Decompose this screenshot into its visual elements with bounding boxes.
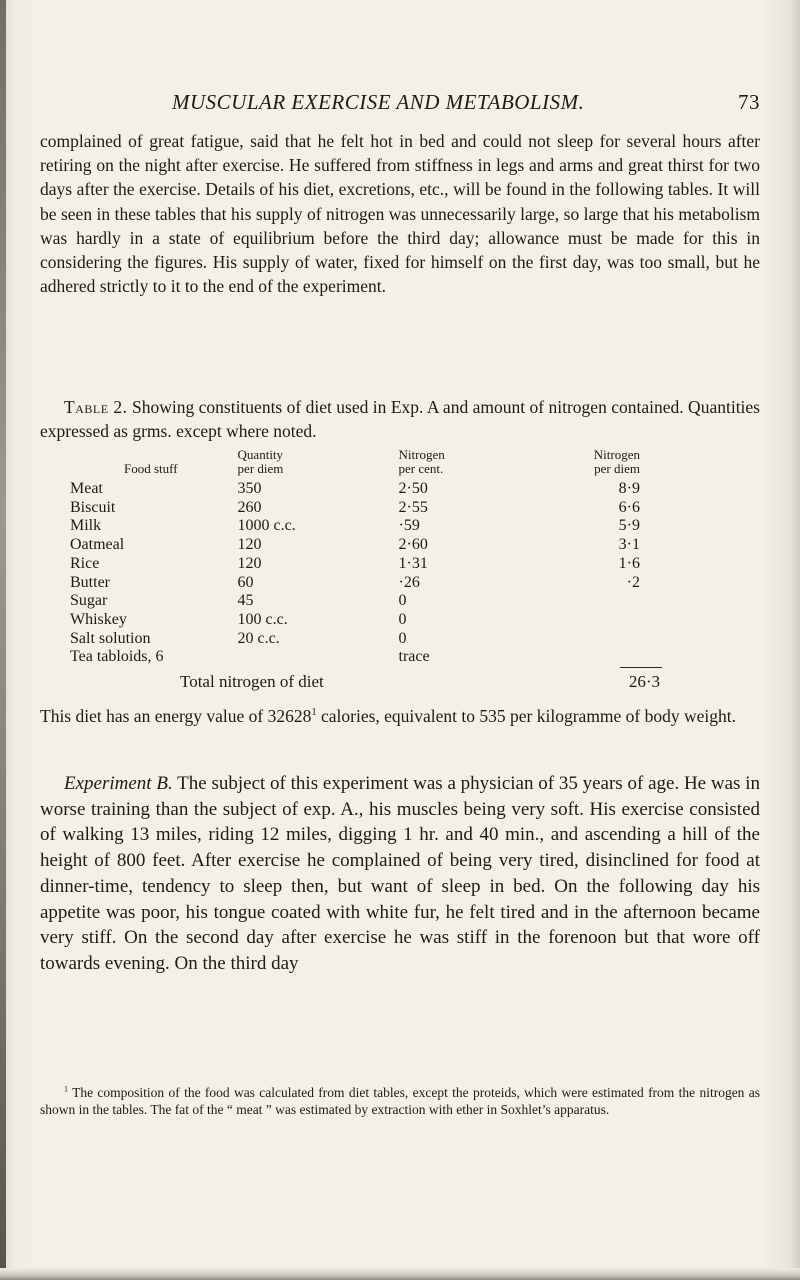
cell-food: Rice xyxy=(70,554,100,572)
cell-quantity: 350 xyxy=(237,480,262,497)
intro-paragraph: complained of great fatigue, said that he felt hot in bed and could not sleep for several hours after retiring on the night after exercise. He suffered from stiffness in legs and arms and great thirst for two days after the exercise. Details of his diet, excretions, etc., will be found in the following tables. It will be seen in these tables that his supply of nitrogen was unnecessarily large, so large that his metabolism was hardly in a state of equilibrium before the third day; allowance must be made for this in considering the figures. His supply of water, fixed for himself on the first day, was too small, but he adhered strictly to it to the end of the experiment. xyxy=(40,131,760,297)
cell-nitrogen-per-diem xyxy=(528,648,670,667)
table-row xyxy=(70,499,670,518)
experiment-b-paragraph xyxy=(40,771,760,977)
cell-nitrogen-percent: 2·55 xyxy=(398,498,428,516)
header-quantity: Quantity per diem xyxy=(237,447,284,476)
footnote-text: The composition of the food was calculated from diet tables, except the proteids, which were estimated from the nitrogen as shown in the tables. The fat of the “ meat ” was estimated by extraction with ether in Soxhlet’s apparatus. xyxy=(40,1085,760,1117)
book-spine-shadow xyxy=(0,0,6,1280)
table-row xyxy=(70,480,670,499)
cell-quantity: 120 xyxy=(237,554,262,572)
cell-quantity: 100 c.c. xyxy=(237,610,288,628)
page-number: 73 xyxy=(738,90,760,114)
cell-nitrogen-per-diem: 6·6 xyxy=(618,498,640,516)
cell-nitrogen-per-diem: 5·9 xyxy=(618,517,640,535)
experiment-b-text: The subject of this experiment was a physician of 35 years of age. He was in worse training than the subject of exp. A., his muscles being very soft. His exercise consisted of walking 13 miles, riding 12 miles, digging 1 hr. and 40 min., and ascending a hill of the height of 800 feet. After exercise he complained of being very tired, disinclined for food at dinner-time, tendency to sleep then, but want of sleep in bed. On the following day his appetite was poor, his tongue coated with white fur, he felt tired and in the afternoon became very stiff. On the second day after exercise he was stiff in the forenoon but that wore off towards evening. On the third day xyxy=(40,773,760,974)
table-label: Table 2. xyxy=(64,397,128,417)
cell-food: Sugar xyxy=(70,592,108,610)
table-row xyxy=(70,648,670,667)
cell-nitrogen-per-diem: 3·1 xyxy=(618,536,640,554)
table-row xyxy=(70,574,670,593)
table-row xyxy=(70,630,670,649)
energy-paragraph: This diet has an energy value of 32628$^1$ calories, equivalent to 535 per kilogramme of body weight. xyxy=(40,706,737,726)
header-food-stuff: Food stuff xyxy=(123,461,178,476)
cell-quantity: 20 c.c. xyxy=(237,629,280,647)
cell-quantity: 60 xyxy=(237,573,254,591)
cell-quantity: 45 xyxy=(237,592,254,610)
cell-nitrogen-per-diem: ·2 xyxy=(626,573,640,591)
cell-food: Oatmeal xyxy=(70,536,125,554)
header-nitrogen-percent: Nitrogen per cent. xyxy=(398,447,445,476)
footnote-reference: 1 xyxy=(311,707,317,719)
running-head xyxy=(40,90,760,120)
cell-nitrogen-percent: 2·50 xyxy=(398,480,428,497)
cell-quantity: 120 xyxy=(237,536,262,554)
table-row xyxy=(70,611,670,630)
cell-quantity: 260 xyxy=(237,498,262,516)
diet-table xyxy=(70,448,670,667)
table-row xyxy=(70,517,670,536)
cell-nitrogen-per-diem xyxy=(528,611,670,630)
total-rule xyxy=(620,667,662,668)
cell-food: Tea tabloids, 6 xyxy=(70,648,164,666)
cell-nitrogen-percent: 0 xyxy=(398,592,407,610)
total-value: 26·3 xyxy=(628,672,660,691)
cell-nitrogen-per-diem: 1·6 xyxy=(618,554,640,572)
table-row xyxy=(70,555,670,574)
table-caption xyxy=(40,395,760,443)
cell-nitrogen-percent: 1·31 xyxy=(398,554,428,572)
cell-food: Milk xyxy=(70,517,102,535)
cell-food: Butter xyxy=(70,573,110,591)
cell-nitrogen-percent: 0 xyxy=(398,629,407,647)
table-row xyxy=(70,536,670,555)
cell-food: Whiskey xyxy=(70,610,127,628)
footnote-mark: 1 xyxy=(64,1084,69,1094)
table-header-row xyxy=(70,448,670,480)
cell-nitrogen-per-diem xyxy=(528,630,670,649)
cell-food: Biscuit xyxy=(70,498,116,516)
page-bottom-edge xyxy=(0,1268,800,1280)
cell-nitrogen-percent: 2·60 xyxy=(398,536,428,554)
cell-quantity: 1000 c.c. xyxy=(237,517,296,535)
cell-nitrogen-percent: 0 xyxy=(398,610,407,628)
cell-nitrogen-per-diem: 8·9 xyxy=(618,480,640,497)
footnote xyxy=(40,1084,760,1118)
table-row xyxy=(70,592,670,611)
cell-nitrogen-percent: ·59 xyxy=(398,517,420,535)
running-title: MUSCULAR EXERCISE AND METABOLISM. xyxy=(172,90,585,114)
cell-nitrogen-per-diem xyxy=(528,592,670,611)
cell-food: Meat xyxy=(70,480,103,497)
cell-quantity xyxy=(232,648,369,667)
cell-nitrogen-percent: ·26 xyxy=(398,573,420,591)
experiment-b-heading: Experiment B. xyxy=(64,773,173,794)
total-label: Total nitrogen of diet xyxy=(180,672,324,691)
table-caption-text: Showing constituents of diet used in Exp. A and amount of nitrogen contained. Quantities expressed as grms. except where noted. xyxy=(40,397,760,441)
cell-food: Salt solution xyxy=(70,629,151,647)
cell-nitrogen-percent: trace xyxy=(398,648,430,666)
header-nitrogen-per-diem: Nitrogen per diem xyxy=(593,447,640,476)
